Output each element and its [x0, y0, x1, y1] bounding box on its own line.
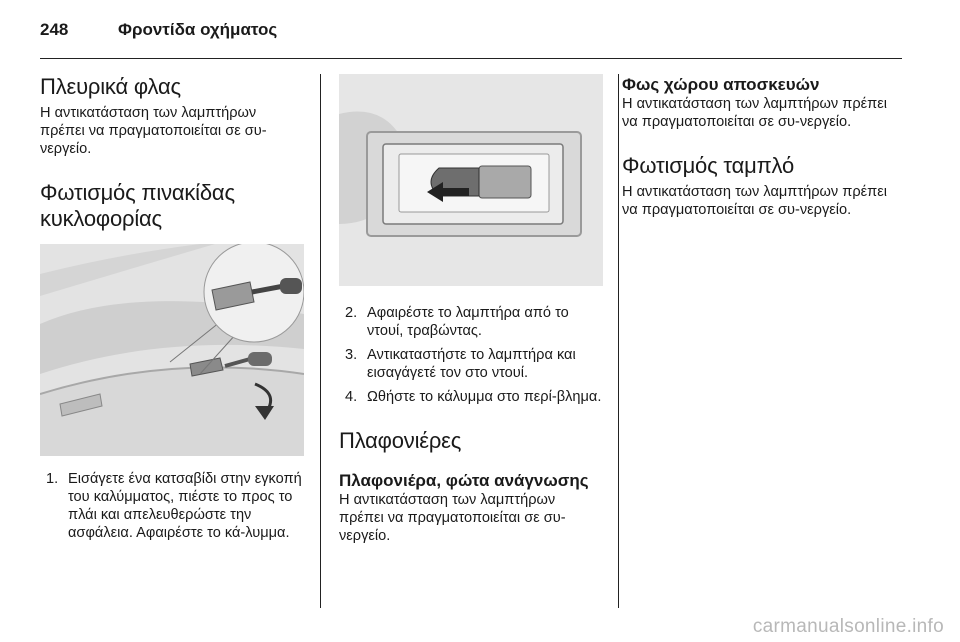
column-2 — [339, 74, 603, 545]
dashboard-light-heading: Φωτισμός ταμπλό — [622, 153, 795, 178]
step-number: 1. — [46, 471, 59, 487]
step-1 — [40, 470, 304, 542]
ceiling-lights-heading: Πλαφονιέρες — [339, 428, 462, 453]
side-flash-text: Η αντικατάσταση των λαμπτήρων πρέπει να πραγματοποιείται σε συ-νεργείο. — [40, 105, 267, 157]
trunk-light-heading: Φως χώρου αποσκευών — [622, 75, 820, 94]
side-flash-heading: Πλευρικά φλας — [40, 74, 181, 99]
ceiling-lights-subheading: Πλαφονιέρα, φώτα ανάγνωσης — [339, 471, 589, 490]
step-2 — [339, 304, 603, 340]
plate-light-heading: Φωτισμός πινακίδας κυκλοφορίας — [40, 180, 235, 231]
page-title: Φροντίδα οχήματος — [118, 20, 278, 39]
dashboard-light-text: Η αντικατάσταση των λαμπτήρων πρέπει να πραγματοποιείται σε συ-νεργείο. — [622, 184, 887, 218]
bulb-removal-illustration — [339, 74, 603, 286]
watermark: carmanualsonline.info — [752, 616, 944, 637]
step-text: Αφαιρέστε το λαμπτήρα από το ντουί, τραβώντας. — [367, 305, 569, 339]
step-number: 4. — [345, 389, 358, 405]
column-1 — [40, 74, 304, 548]
column-divider-2 — [618, 74, 619, 608]
header-rule — [40, 58, 902, 59]
column-divider-1 — [320, 74, 321, 608]
page-number: 248 — [40, 20, 69, 39]
step-number: 2. — [345, 305, 358, 321]
trunk-light-text: Η αντικατάσταση των λαμπτήρων πρέπει να πραγματοποιείται σε συ-νεργείο. — [622, 96, 887, 130]
step-4 — [339, 388, 603, 406]
step-text: Εισάγετε ένα κατσαβίδι στην εγκοπή του καλύμματος, πιέστε το προς το πλάι και απελευθερώστε την ασφάλεια. Αφαιρέστε το κά-λυμμα. — [68, 471, 302, 541]
column-3 — [622, 74, 892, 219]
step-text: Ωθήστε το κάλυμμα στο περί-βλημα. — [367, 389, 602, 405]
plate-light-illustration — [40, 244, 304, 456]
step-3 — [339, 346, 603, 382]
step-number: 3. — [345, 347, 358, 363]
step-text: Αντικαταστήστε το λαμπτήρα και εισαγάγετέ τον στο ντουί. — [367, 347, 576, 381]
ceiling-lights-text: Η αντικατάσταση των λαμπτήρων πρέπει να πραγματοποιείται σε συ-νεργείο. — [339, 492, 566, 544]
